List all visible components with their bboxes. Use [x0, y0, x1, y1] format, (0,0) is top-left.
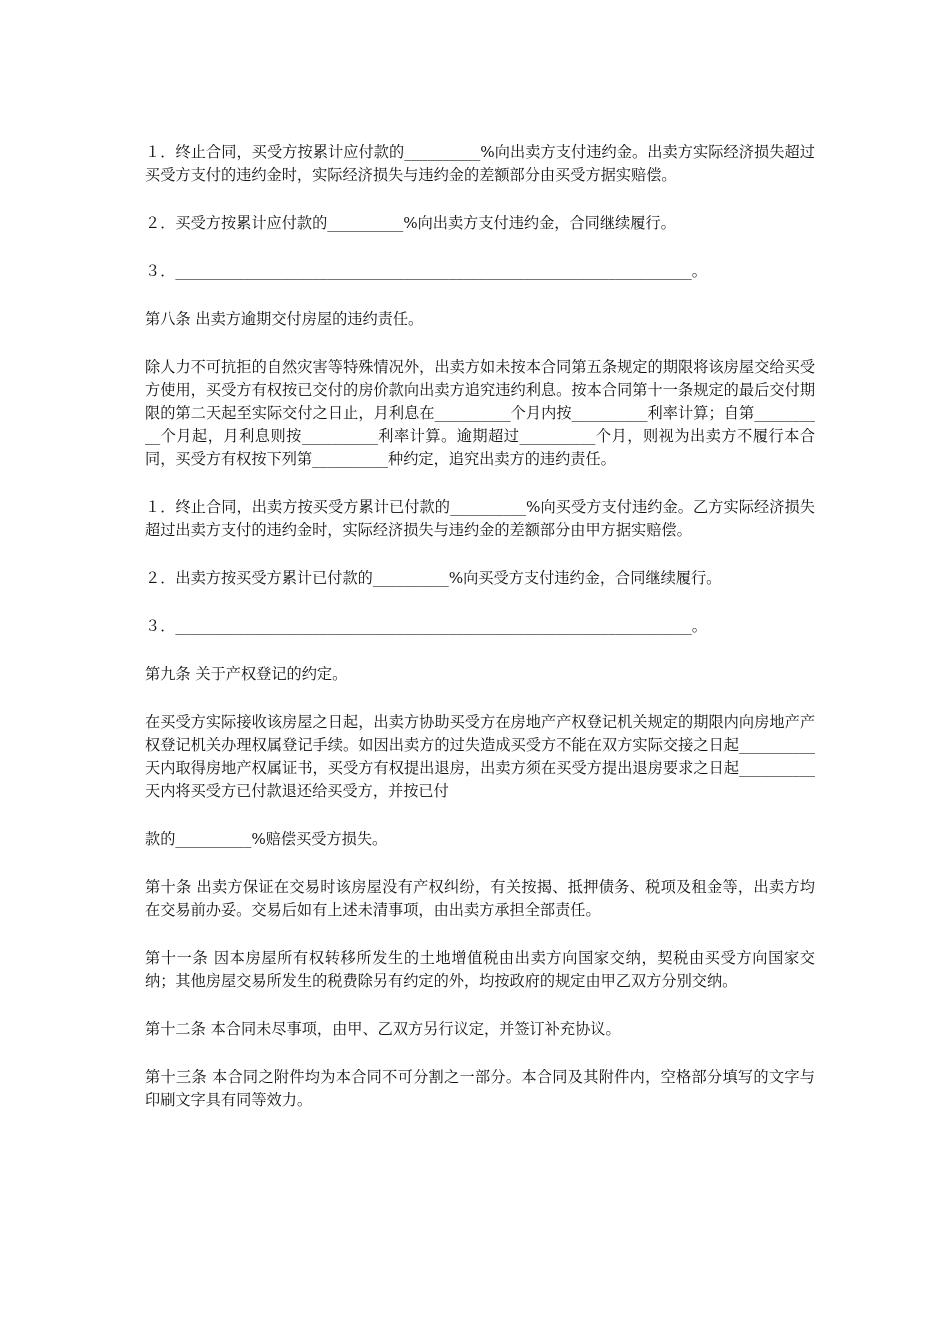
clause-7-option-1: １．终止合同，买受方按累计应付款的__________%向出卖方支付违约金。出卖方实际经济损失超过买受方支付的违约金时，实际经济损失与违约金的差额部分由买受方据实赔偿。 — [145, 143, 815, 184]
clause-11: 第十一条 因本房屋所有权转移所发生的土地增值税由出卖方向国家交纳，契税由买受方向国家交纳；其他房屋交易所发生的税费除另有约定的外，均按政府的规定由甲乙双方分别交纳。 — [145, 949, 815, 990]
clause-8-option-1: １．终止合同，出卖方按买受方累计已付款的__________%向买受方支付违约金。乙方实际经济损失超过出卖方支付的违约金时，实际经济损失与违约金的差额部分由甲方据实赔偿。 — [145, 498, 815, 539]
clause-8-option-3: ３．____________________________________________________________________。 — [145, 617, 707, 635]
clause-10: 第十条 出卖方保证在交易时该房屋没有产权纠纷，有关按揭、抵押债务、税项及租金等，出卖方均在交易前办妥。交易后如有上述未清事项，由出卖方承担全部责任。 — [145, 878, 815, 919]
document-body — [145, 141, 815, 1137]
clause-8-option-2: ２．出卖方按买受方累计已付款的__________%向买受方支付违约金，合同继续履行。 — [145, 569, 722, 587]
clause-9-body: 在买受方实际接收该房屋之日起，出卖方协助买受方在房地产产权登记机关规定的期限内向房地产产权登记机关办理权属登记手续。如因出卖方的过失造成买受方不能在双方实际交接之日起__________天内取得房地产权属证书，买受方有权提出退房，出卖方须在买受方提出退房要求之日起__________天内将买受方已付款退还给买受方，并按已付 — [145, 713, 815, 800]
clause-12: 第十二条 本合同未尽事项，由甲、乙双方另行议定，并签订补充协议。 — [145, 1020, 621, 1038]
clause-8-body: 除人力不可抗拒的自然灾害等特殊情况外，出卖方如未按本合同第五条规定的期限将该房屋交给买受方使用，买受方有权按已交付的房价款向出卖方追究违约利息。按本合同第十一条规定的最后交付期限的第二天起至实际交付之日止，月利息在__________个月内按__________利率计算；自第__________个月起，月利息则按__________利率计算。逾期超过__________个月，则视为出卖方不履行本合同，买受方有权按下列第__________种约定，追究出卖方的违约责任。 — [145, 358, 815, 468]
clause-7-option-2: ２．买受方按累计应付款的__________%向出卖方支付违约金，合同继续履行。 — [145, 214, 676, 232]
clause-13: 第十三条 本合同之附件均为本合同不可分割之一部分。本合同及其附件内，空格部分填写的文字与印刷文字具有同等效力。 — [145, 1068, 815, 1109]
clause-9-body-continued: 款的__________%赔偿买受方损失。 — [145, 830, 388, 848]
clause-7-option-3: ３．____________________________________________________________________。 — [145, 262, 707, 280]
clause-9-heading: 第九条 关于产权登记的约定。 — [145, 665, 348, 683]
clause-8-heading: 第八条 出卖方逾期交付房屋的违约责任。 — [145, 310, 424, 328]
